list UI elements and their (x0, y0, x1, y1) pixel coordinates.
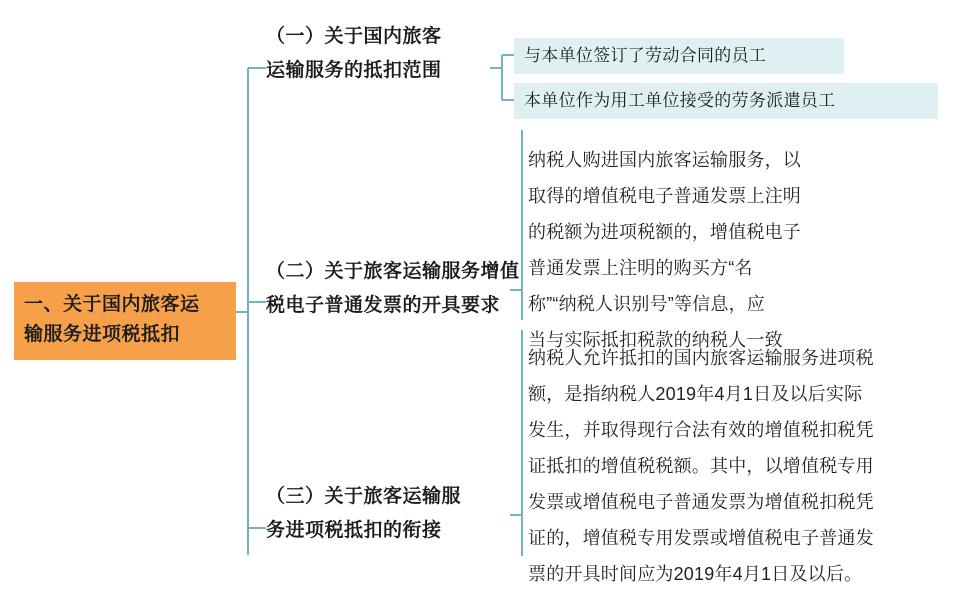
leaf-node-1-2[interactable] (514, 83, 938, 119)
branch-title-1[interactable] (266, 20, 524, 88)
root-node[interactable] (14, 282, 236, 360)
leaf-3-1-line-3: 发生，并取得现行合法有效的增值税扣税凭 (528, 420, 874, 440)
leaf-3-1-line-2: 额，是指纳税人2019年4月1日及以后实际 (528, 384, 863, 404)
leaf-node-1-1[interactable] (514, 38, 844, 74)
leaf-3-1-line-6: 证的，增值税专用发票或增值税电子普通发 (528, 528, 874, 548)
leaf-2-1-line-6: 当与实际抵扣税款的纳税人一致 (528, 330, 783, 350)
leaf-2-1-line-4: 普通发票上注明的购买方“名 (528, 258, 753, 278)
leaf-3-1-line-7: 票的开具时间应为2019年4月1日及以后。 (528, 564, 863, 584)
branch-1-title-line-2: 运输服务的抵扣范围 (266, 60, 442, 81)
leaf-2-1-line-2: 取得的增值税电子普通发票上注明 (528, 186, 801, 206)
leaf-2-1-line-5: 称”“纳税人识别号”等信息，应 (528, 294, 765, 314)
branch-3-title-line-2: 务进项税抵扣的衔接 (266, 520, 442, 541)
leaf-3-1-line-5: 发票或增值税电子普通发票为增值税扣税凭 (528, 492, 874, 512)
leaf-node-3-1[interactable] (528, 340, 942, 592)
root-label-line-1: 一、关于国内旅客运 (24, 294, 200, 315)
branch-2-title-line-1: （二）关于旅客运输服务增值 (266, 261, 520, 282)
leaf-3-1-line-4: 证抵扣的增值税税额。其中，以增值税专用 (528, 456, 874, 476)
branch-2-title-line-2: 税电子普通发票的开具要求 (266, 295, 501, 316)
leaf-node-2-1[interactable] (528, 142, 934, 358)
branch-1-title-line-1: （一）关于国内旅客 (266, 26, 442, 47)
branch-title-3[interactable] (266, 480, 524, 548)
branch-title-2[interactable] (266, 255, 524, 323)
leaf-2-1-line-1: 纳税人购进国内旅客运输服务，以 (528, 150, 801, 170)
leaf-2-1-line-3: 的税额为进项税额的，增值税电子 (528, 222, 801, 242)
leaf-1-2-text: 本单位作为用工单位接受的劳务派遣员工 (524, 91, 836, 110)
root-label-line-2: 输服务进项税抵扣 (24, 324, 181, 345)
leaf-1-1-text: 与本单位签订了劳动合同的员工 (524, 46, 767, 65)
branch-3-title-line-1: （三）关于旅客运输服 (266, 486, 462, 507)
leaf-3-1-line-1: 纳税人允许抵扣的国内旅客运输服务进项税 (528, 348, 874, 368)
